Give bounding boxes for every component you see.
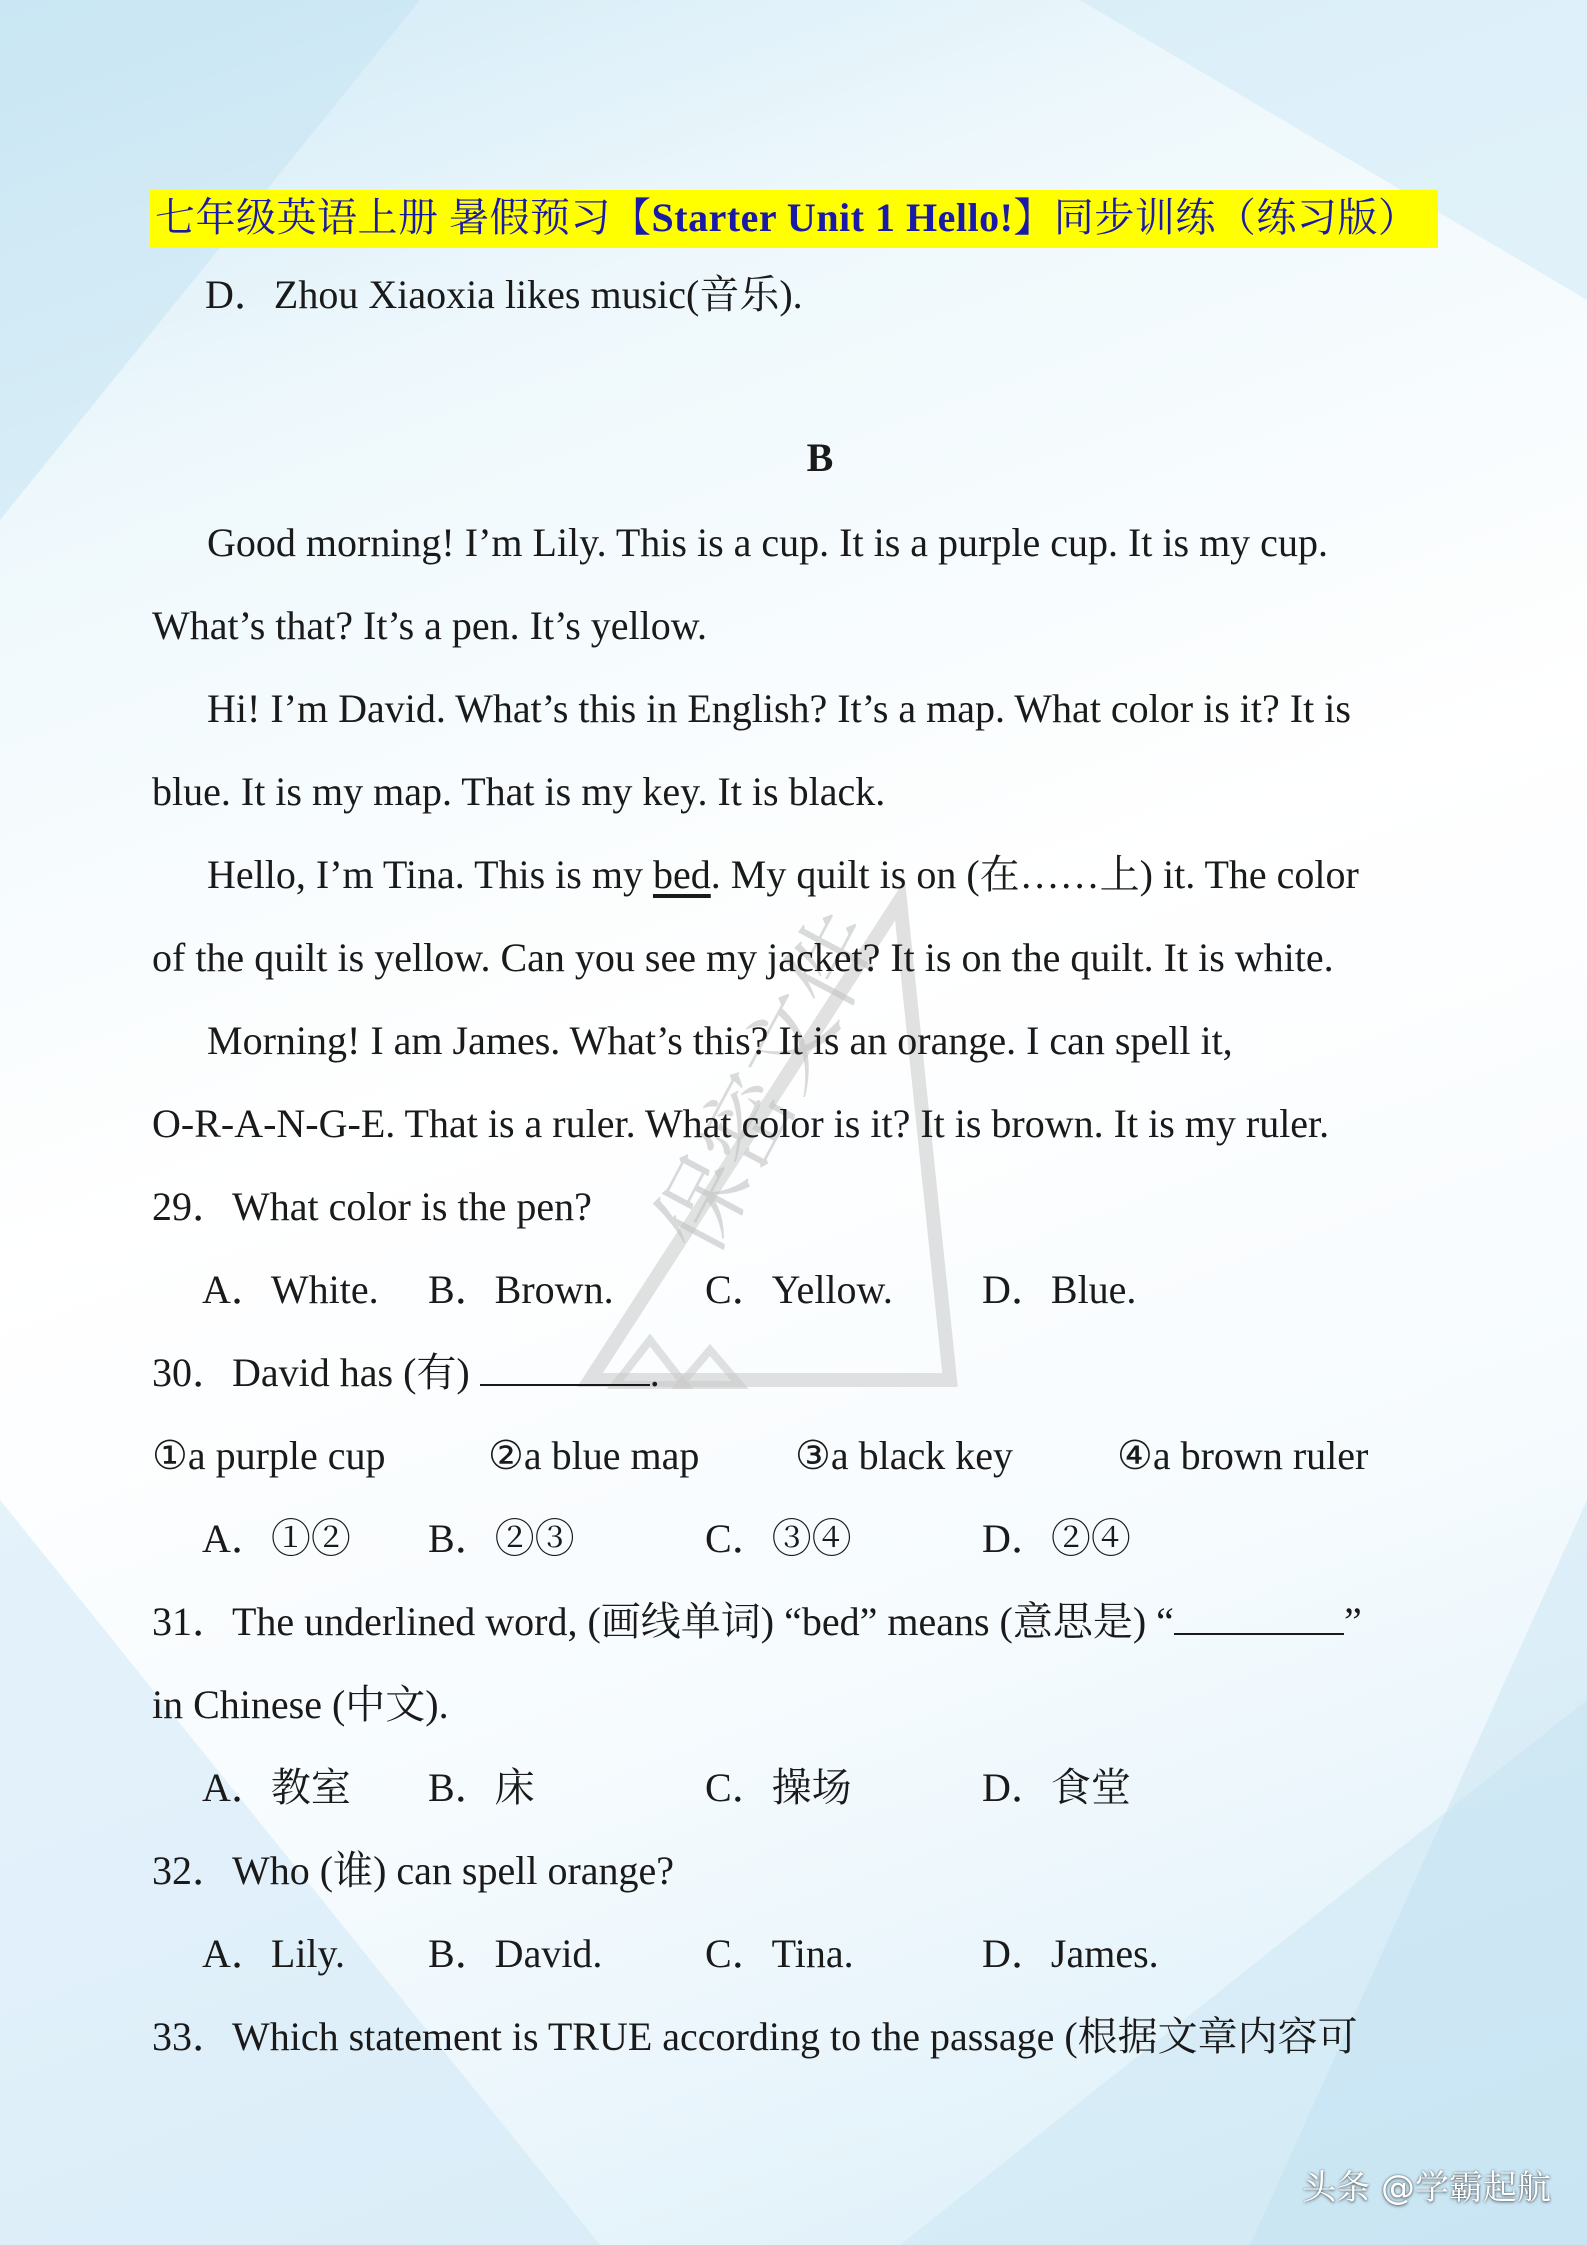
title-prefix: 七年级英语上册 暑假预习【 [155,195,652,240]
passage-p3-line1: Hello, I’m Tina. This is my bed. My quilt is on (在……上) it. The color [207,852,1359,897]
question-31-option-c[interactable]: C．操场 [705,1765,852,1810]
title-suffix: 】同步训练（练习版） [1013,195,1419,240]
source-credit: 头条 @学霸起航 [1302,2168,1551,2208]
question-30-item-3: ③a black key [795,1433,1013,1478]
question-31-option-a[interactable]: A．教室 [202,1765,351,1810]
question-30-item-1: ①a purple cup [152,1433,386,1478]
question-31-stem-line2: in Chinese (中文). [152,1682,449,1727]
passage-p1-line2: What’s that? It’s a pen. It’s yellow. [152,603,708,648]
question-30-stem: 30．David has (有) . [152,1350,660,1395]
title-unit: Starter Unit 1 Hello! [651,195,1014,240]
passage-p1-line1: Good morning! I’m Lily. This is a cup. It is a purple cup. It is my cup. [207,520,1328,565]
question-30-option-a[interactable]: A．①② [202,1516,351,1561]
question-32-option-b[interactable]: B．David. [428,1931,603,1976]
passage-p4-line1: Morning! I am James. What’s this? It is an orange. I can spell it, [207,1018,1233,1063]
question-31-option-d[interactable]: D．食堂 [982,1765,1131,1810]
question-32-stem: 32．Who (谁) can spell orange? [152,1848,675,1893]
passage-p2-line1: Hi! I’m David. What’s this in English? It’s a map. What color is it? It is [207,686,1351,731]
question-29-option-c[interactable]: C．Yellow. [705,1267,893,1312]
page-title [155,192,1418,244]
question-33-stem: 33．Which statement is TRUE according to the passage (根据文章内容可 [152,2014,1358,2059]
question-29-option-d[interactable]: D．Blue. [982,1267,1137,1312]
answer-blank[interactable] [1174,1599,1344,1635]
previous-option-d: D．Zhou Xiaoxia likes music(音乐). [205,272,803,317]
question-29-option-b[interactable]: B．Brown. [428,1267,614,1312]
question-30-option-b[interactable]: B．②③ [428,1516,575,1561]
question-30-option-c[interactable]: C．③④ [705,1516,852,1561]
passage-p3-line2: of the quilt is yellow. Can you see my jacket? It is on the quilt. It is white. [152,935,1334,980]
underlined-word-bed: bed [652,852,711,897]
question-31-option-b[interactable]: B．床 [428,1765,535,1810]
question-32-option-d[interactable]: D．James. [982,1931,1159,1976]
question-30-item-2: ②a blue map [488,1433,700,1478]
question-32-option-c[interactable]: C．Tina. [705,1931,854,1976]
answer-blank[interactable] [480,1350,650,1386]
question-29-stem: 29．What color is the pen? [152,1184,592,1229]
section-label: B [806,435,834,480]
question-32-option-a[interactable]: A．Lily. [202,1931,345,1976]
watermark-text: 保密文件 [634,895,903,1271]
passage-p2-line2: blue. It is my map. That is my key. It is black. [152,769,886,814]
question-30-item-4: ④a brown ruler [1117,1433,1369,1478]
question-30-option-d[interactable]: D．②④ [982,1516,1131,1561]
passage-p4-line2: O-R-A-N-G-E. That is a ruler. What color is it? It is brown. It is my ruler. [152,1101,1330,1146]
question-31-stem-line1: 31．The underlined word, (画线单词) “bed” means (意思是) “ ” [152,1599,1362,1644]
question-29-option-a[interactable]: A．White. [202,1267,379,1312]
